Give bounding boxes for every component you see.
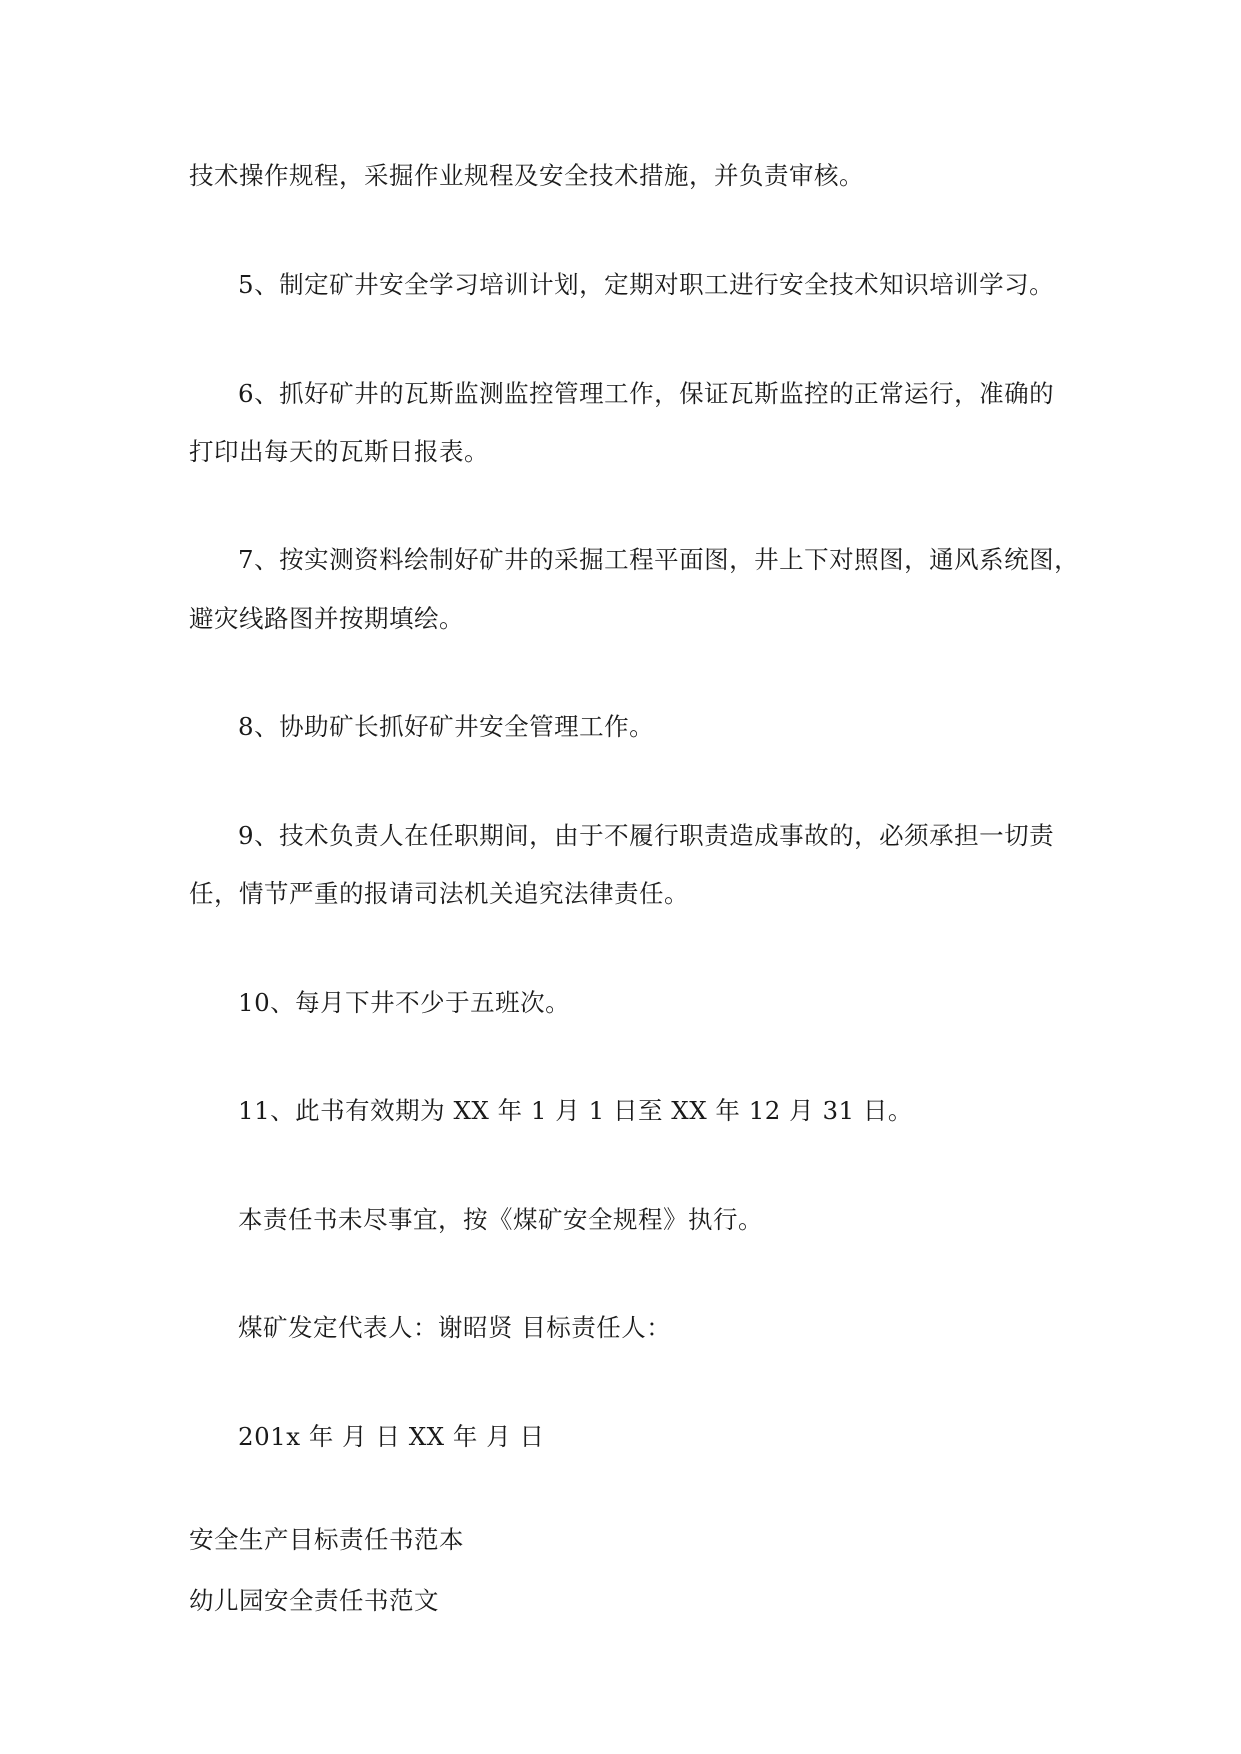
paragraph-line: 打印出每天的瓦斯日报表。 bbox=[189, 437, 489, 466]
related-link[interactable]: 安全生产目标责任书范本 bbox=[189, 1525, 464, 1554]
paragraph-line: 10、每月下井不少于五班次。 bbox=[238, 988, 571, 1017]
related-link[interactable]: 幼儿园安全责任书范文 bbox=[189, 1586, 439, 1615]
date-line: 201x 年 月 日 XX 年 月 日 bbox=[238, 1422, 545, 1451]
paragraph-line: 11、此书有效期为 XX 年 1 月 1 日至 XX 年 12 月 31 日。 bbox=[238, 1096, 913, 1125]
paragraph-line: 技术操作规程，采掘作业规程及安全技术措施，并负责审核。 bbox=[189, 161, 864, 190]
paragraph-line: 9、技术负责人在任职期间，由于不履行职责造成事故的，必须承担一切责 bbox=[238, 821, 1055, 850]
paragraph-line: 本责任书未尽事宜，按《煤矿安全规程》执行。 bbox=[238, 1205, 763, 1234]
paragraph-line: 8、协助矿长抓好矿井安全管理工作。 bbox=[238, 712, 655, 741]
paragraph-line: 6、抓好矿井的瓦斯监测监控管理工作，保证瓦斯监控的正常运行，准确的 bbox=[238, 379, 1055, 408]
paragraph-line: 任，情节严重的报请司法机关追究法律责任。 bbox=[189, 879, 689, 908]
paragraph-line: 7、按实测资料绘制好矿井的采掘工程平面图，井上下对照图，通风系统图， bbox=[238, 545, 1080, 574]
signature-line: 煤矿发定代表人：谢昭贤 目标责任人： bbox=[238, 1313, 672, 1342]
paragraph-line: 避灾线路图并按期填绘。 bbox=[189, 604, 464, 633]
paragraph-line: 5、制定矿井安全学习培训计划，定期对职工进行安全技术知识培训学习。 bbox=[238, 270, 1055, 299]
